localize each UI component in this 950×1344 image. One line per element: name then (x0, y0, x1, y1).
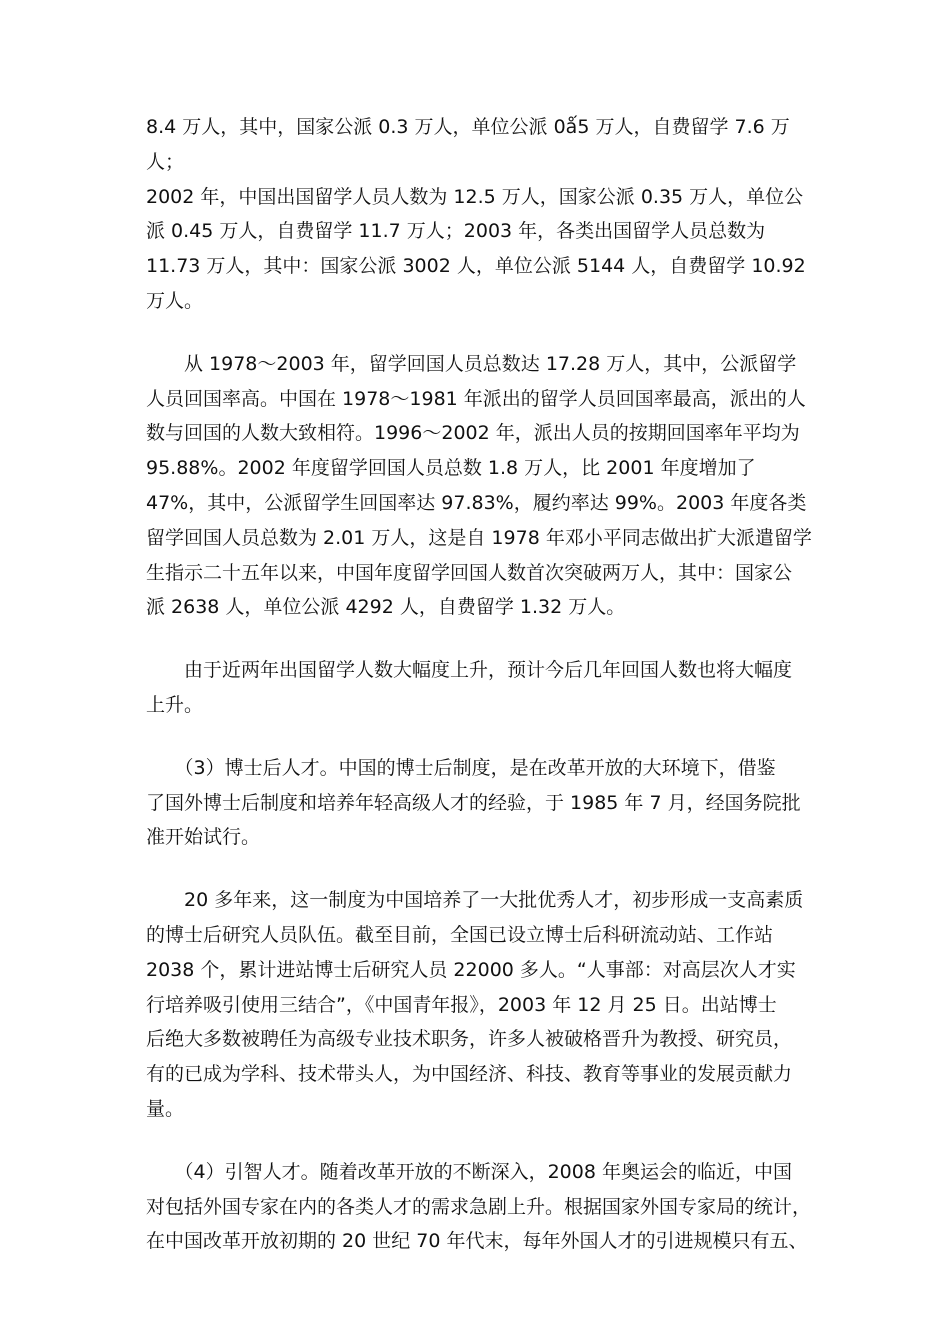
paragraph-returnees: 从 1978～2003 年，留学回国人员总数达 17.28 万人，其中，公派留学 人员回国率高。中国在 1978～1981 年派出的留学人员回国率最高，派出的人 数与回国的人数大致相符。1996～2002 年，派出人员的按期回国率年平均为 95.88%。2002 年度留学回国人员总数 1.8 万人，比 2001 年度增加了 47%，其中，公派留学生回国率达 97.83%，履约率达 99%。2003 年度各类 留学回国人员总数为 2.01 万人，这是自 1978 年邓小平同志做出扩大派遣留学 生指示二十五年以来，中国年度留学回国人数首次突破两万人，其中：国家公 派 2638 人，单位公派 4292 人，自费留学 1.32 万人。 (146, 352, 812, 619)
document-body (146, 110, 812, 1259)
paragraph-forecast: 由于近两年出国留学人数大幅度上升，预计今后几年回国人数也将大幅度 上升。 (146, 659, 793, 716)
paragraph-foreign-talent: （4）引智人才。随着改革开放的不断深入，2008 年奥运会的临近，中国 对包括外国专家在内的各类人才的需求急剧上升。根据国家外国专家局的统计， 在中国改革开放初期的 20 世纪 70 年代末，每年外国人才的引进规模只有五、 (146, 1160, 812, 1253)
paragraph-postdoc-achievements: 20 多年来，这一制度为中国培养了一大批优秀人才，初步形成一支高素质 的博士后研究人员队伍。截至目前，全国已设立博士后科研流动站、工作站 2038 个，累计进站博士后研究人员 22000 多人。“人事部：对高层次人才实 行培养吸引使用三结合”，《中国青年报》，2003 年 12 月 25 日。出站博士 后绝大多数被聘任为高级专业技术职务，许多人被破格晋升为教授、研究员， 有的已成为学科、技术带头人，为中国经济、科技、教育等事业的发展贡献力 量。 (146, 889, 804, 1120)
paragraph-statistics-outbound: 8.4 万人，其中，国家公派 0.3 万人，单位公派 0ǻ5 万人，自费留学 7.6 万人； 2002 年，中国出国留学人员人数为 12.5 万人，国家公派 0.35 万人，单位公 派 0.45 万人，自费留学 11.7 万人；2003 年，各类出国留学人员总数为 11.73 万人，其中：国家公派 3002 人，单位公派 5144 人，自费留学 10.92 万人。 (146, 116, 806, 312)
paragraph-postdoc-intro: （3）博士后人才。中国的博士后制度，是在改革开放的大环境下，借鉴 了国外博士后制度和培养年轻高级人才的经验，于 1985 年 7 月，经国务院批 准开始试行。 (146, 756, 801, 849)
